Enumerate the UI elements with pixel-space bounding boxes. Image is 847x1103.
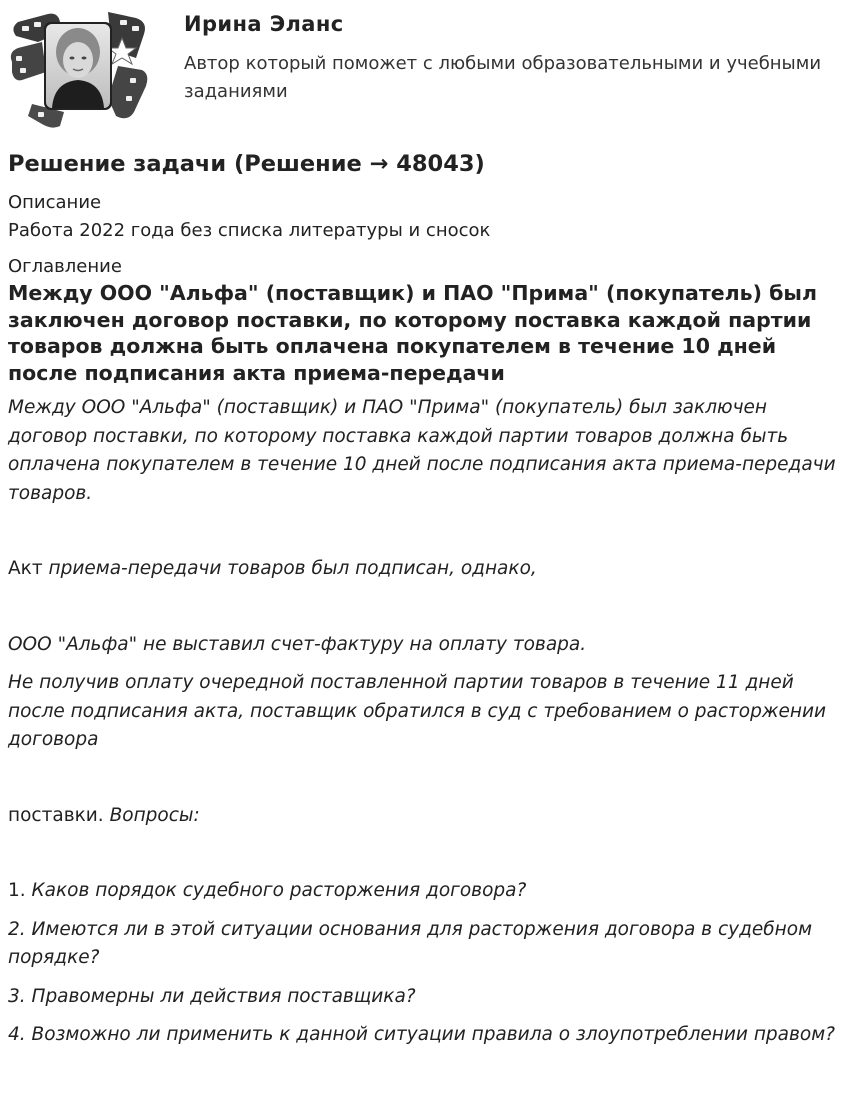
- task-paragraph-5: [8, 802, 838, 831]
- description-label: Описание: [8, 192, 102, 213]
- author-name[interactable]: Ирина Эланс: [184, 12, 344, 36]
- question-1-text: Каков порядок судебного расторжения договора?: [25, 880, 527, 901]
- author-avatar[interactable]: [8, 8, 150, 128]
- task-paragraph-2-rest: приема-передачи товаров был подписан, однако,: [42, 558, 537, 579]
- main-content: [8, 148, 838, 1060]
- task-paragraph-5-prefix: поставки.: [8, 804, 104, 826]
- task-paragraph-1: Между ООО "Альфа" (поставщик) и ПАО "Прима" (покупатель) был заключен договор поставки, по которому поставка каждой партии товаров должна быть оплачена покупателем в течение 10 дней после подписания акта приема-передачи товаров.: [8, 397, 836, 504]
- question-4: 4. Возможно ли применить к данной ситуации правила о злоупотреблении правом?: [8, 1024, 835, 1045]
- author-header: [0, 0, 847, 135]
- task-paragraph-3: ООО "Альфа" не выставил счет-фактуру на оплату товара.: [8, 633, 587, 655]
- question-1-number: 1.: [8, 880, 26, 901]
- task-paragraph-5-rest: Вопросы:: [103, 804, 200, 826]
- film-strip-avatar-image: [8, 8, 150, 128]
- author-description: Автор который поможет с любыми образовательными и учебными заданиями: [184, 53, 822, 102]
- task-paragraph-4: Не получив оплату очередной поставленной партии товаров в течение 11 дней после подписания акта, поставщик обратился в суд с требованием о расторжении договора: [8, 672, 827, 750]
- description-text: Работа 2022 года без списка литературы и сносок: [8, 220, 491, 241]
- question-1: [8, 877, 838, 906]
- question-3: 3. Правомерны ли действия поставщика?: [8, 985, 416, 1007]
- task-paragraph-2: [8, 555, 838, 584]
- question-2: 2. Имеются ли в этой ситуации основания для расторжения договора в судебном порядке?: [8, 918, 813, 968]
- toc-label: Оглавление: [8, 256, 122, 277]
- task-heading: Между ООО "Альфа" (поставщик) и ПАО "Прима" (покупатель) был заключен договор поставки, по которому поставка каждой партии товаров должна быть оплачена покупателем в течение 10 дней после подписания акта приема-передачи: [8, 281, 817, 385]
- task-paragraph-2-prefix: Акт: [8, 558, 43, 579]
- page-title: Решение задачи (Решение → 48043): [8, 151, 485, 177]
